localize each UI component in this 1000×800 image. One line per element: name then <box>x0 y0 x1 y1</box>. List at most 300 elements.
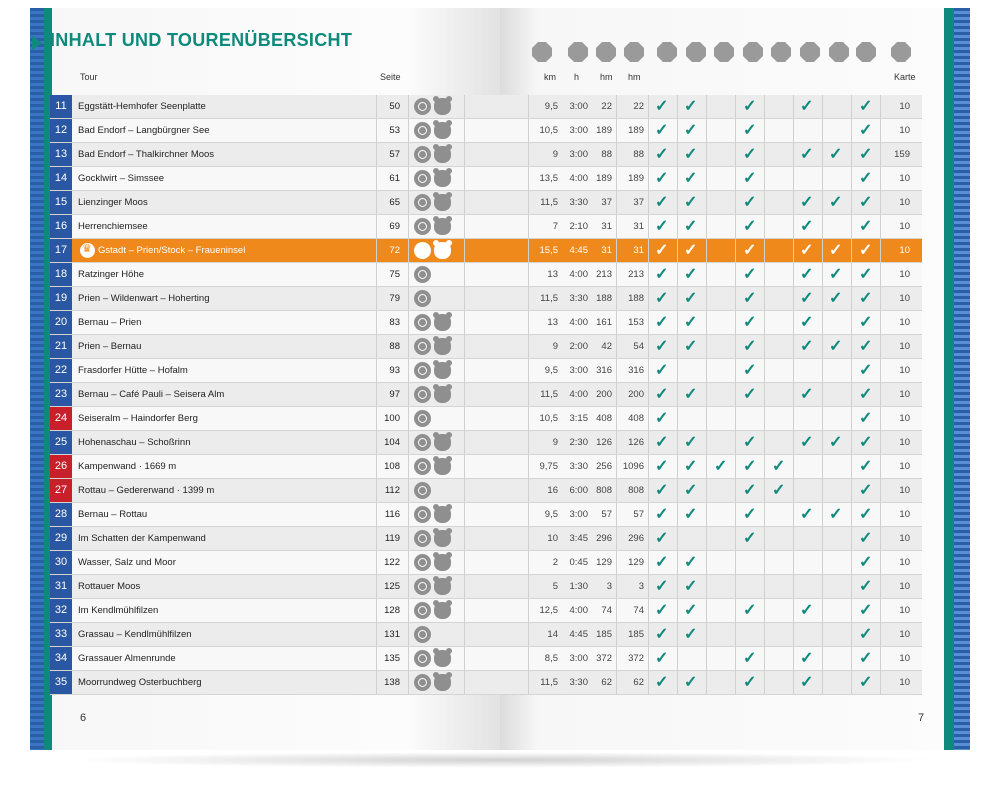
checkmark-icon: ✓ <box>684 386 698 403</box>
checkmark-icon: ✓ <box>859 338 873 355</box>
checkmark-icon: ✓ <box>684 314 698 331</box>
column-divider <box>764 167 765 190</box>
tour-name: Bad Endorf – Thalkirchner Moos <box>78 149 215 160</box>
checkmark-icon: ✓ <box>859 674 873 691</box>
column-divider <box>851 623 852 646</box>
column-divider <box>764 551 765 574</box>
column-divider <box>706 287 707 310</box>
column-divider <box>648 287 649 310</box>
page-number: 119 <box>384 533 400 544</box>
duration-hours: 3:00 <box>569 125 588 136</box>
hex-icon <box>568 42 588 62</box>
column-divider <box>735 671 736 694</box>
family-bear-icon <box>434 122 451 139</box>
column-divider <box>706 455 707 478</box>
map-number: 10 <box>899 125 910 136</box>
checkmark-icon: ✓ <box>859 602 873 619</box>
duration-hours: 4:00 <box>569 269 588 280</box>
ascent-hm: 74 <box>601 605 612 616</box>
duration-hours: 3:00 <box>569 149 588 160</box>
checkmark-icon: ✓ <box>743 146 757 163</box>
descent-hm: 54 <box>633 341 644 352</box>
column-divider <box>764 335 765 358</box>
distance-km: 14 <box>547 629 558 640</box>
circle-route-icon <box>414 554 431 571</box>
table-row[interactable] <box>50 623 922 647</box>
checkmark-icon: ✓ <box>684 506 698 523</box>
column-divider <box>735 551 736 574</box>
circle-route-icon <box>414 362 431 379</box>
descent-hm: 189 <box>628 125 644 136</box>
column-divider <box>735 167 736 190</box>
descent-hm: 57 <box>633 509 644 520</box>
ascent-hm: 189 <box>596 173 612 184</box>
column-divider <box>735 263 736 286</box>
hex-icon <box>800 42 820 62</box>
checkmark-icon: ✓ <box>684 194 698 211</box>
column-divider <box>408 215 409 238</box>
family-bear-icon <box>434 578 451 595</box>
column-divider <box>648 167 649 190</box>
tour-number: 21 <box>50 335 72 358</box>
column-divider <box>735 623 736 646</box>
checkmark-icon: ✓ <box>859 530 873 547</box>
distance-km: 2 <box>552 557 558 568</box>
checkmark-icon: ✓ <box>743 314 757 331</box>
column-divider <box>677 359 678 382</box>
tour-name: Bernau – Rottau <box>78 509 148 520</box>
checkmark-icon: ✓ <box>655 146 669 163</box>
column-divider <box>648 143 649 166</box>
column-divider <box>464 407 465 430</box>
checkmark-icon: ✓ <box>743 434 757 451</box>
checkmark-icon: ✓ <box>684 218 698 235</box>
family-bear-icon <box>434 362 451 379</box>
tour-number: 14 <box>50 167 72 190</box>
descent-hm: 37 <box>633 197 644 208</box>
ascent-hm: 372 <box>596 653 612 664</box>
circle-route-icon <box>414 386 431 403</box>
duration-hours: 3:30 <box>569 677 588 688</box>
column-divider <box>706 647 707 670</box>
column-divider <box>735 407 736 430</box>
circle-route-icon <box>414 626 431 643</box>
family-bear-icon <box>434 338 451 355</box>
checkmark-icon: ✓ <box>655 626 669 643</box>
column-divider <box>764 503 765 526</box>
ascent-hm: 126 <box>596 437 612 448</box>
distance-km: 10 <box>547 533 558 544</box>
header-seite: Seite <box>380 72 401 82</box>
checkmark-icon: ✓ <box>859 290 873 307</box>
tour-number: 28 <box>50 503 72 526</box>
table-row[interactable] <box>50 191 922 215</box>
checkmark-icon: ✓ <box>800 146 814 163</box>
header-h: h <box>574 72 580 82</box>
checkmark-icon: ✓ <box>684 482 698 499</box>
family-bear-icon <box>434 434 451 451</box>
table-row[interactable] <box>50 335 922 359</box>
tour-name: Moorrundweg Osterbuchberg <box>78 677 202 688</box>
column-divider <box>408 647 409 670</box>
column-divider <box>851 431 852 454</box>
checkmark-icon: ✓ <box>743 242 757 259</box>
column-divider <box>677 431 678 454</box>
table-row[interactable] <box>50 359 922 383</box>
column-divider <box>706 671 707 694</box>
table-row[interactable] <box>50 263 922 287</box>
duration-hours: 2:30 <box>569 437 588 448</box>
column-divider <box>408 455 409 478</box>
column-divider <box>764 455 765 478</box>
checkmark-icon: ✓ <box>859 458 873 475</box>
column-divider <box>464 335 465 358</box>
checkmark-icon: ✓ <box>684 242 698 259</box>
column-divider <box>408 263 409 286</box>
column-divider <box>408 311 409 334</box>
hex-icon <box>624 42 644 62</box>
checkmark-icon: ✓ <box>743 266 757 283</box>
column-divider <box>464 551 465 574</box>
column-divider <box>735 143 736 166</box>
column-divider <box>464 359 465 382</box>
family-bear-icon <box>434 530 451 547</box>
column-divider <box>677 503 678 526</box>
column-divider <box>851 359 852 382</box>
column-divider <box>706 95 707 118</box>
table-row[interactable] <box>50 119 922 143</box>
page-number: 128 <box>384 605 400 616</box>
duration-hours: 3:30 <box>569 461 588 472</box>
ascent-hm: 256 <box>596 461 612 472</box>
column-divider <box>706 191 707 214</box>
descent-hm: 3 <box>638 581 644 592</box>
column-divider <box>408 575 409 598</box>
column-divider <box>648 599 649 622</box>
column-divider <box>408 119 409 142</box>
column-divider <box>764 671 765 694</box>
table-row[interactable] <box>50 551 922 575</box>
column-divider <box>822 599 823 622</box>
column-divider <box>648 671 649 694</box>
table-row[interactable] <box>50 167 922 191</box>
tour-name: Herrenchiemsee <box>78 221 148 232</box>
column-divider <box>408 479 409 502</box>
circle-route-icon <box>414 146 431 163</box>
column-divider <box>648 551 649 574</box>
page-number: 79 <box>389 293 400 304</box>
checkmark-icon: ✓ <box>743 194 757 211</box>
ascent-hm: 189 <box>596 125 612 136</box>
tour-name: Prien – Bernau <box>78 341 142 352</box>
column-divider <box>408 239 409 262</box>
column-divider <box>464 167 465 190</box>
table-row[interactable] <box>50 575 922 599</box>
column-divider <box>706 263 707 286</box>
table-row[interactable] <box>50 431 922 455</box>
column-divider <box>677 191 678 214</box>
tour-name: Rottauer Moos <box>78 581 141 592</box>
ascent-hm: 296 <box>596 533 612 544</box>
table-row[interactable] <box>50 647 922 671</box>
map-number: 10 <box>899 437 910 448</box>
duration-hours: 4:45 <box>569 629 588 640</box>
column-divider <box>851 167 852 190</box>
column-divider <box>793 551 794 574</box>
table-row[interactable] <box>50 479 922 503</box>
table-row[interactable] <box>50 671 922 695</box>
checkmark-icon: ✓ <box>829 506 843 523</box>
tour-name: Im Schatten der Kampenwand <box>78 533 206 544</box>
descent-hm: 808 <box>628 485 644 496</box>
checkmark-icon: ✓ <box>743 458 757 475</box>
column-divider <box>822 383 823 406</box>
descent-hm: 88 <box>633 149 644 160</box>
table-row[interactable] <box>50 503 922 527</box>
page-number: 97 <box>389 389 400 400</box>
column-divider <box>851 527 852 550</box>
checkmark-icon: ✓ <box>655 650 669 667</box>
checkmark-icon: ✓ <box>655 554 669 571</box>
column-divider <box>677 167 678 190</box>
checkmark-icon: ✓ <box>684 122 698 139</box>
column-divider <box>706 551 707 574</box>
family-bear-icon <box>434 218 451 235</box>
checkmark-icon: ✓ <box>684 674 698 691</box>
checkmark-icon: ✓ <box>829 242 843 259</box>
family-bear-icon <box>434 458 451 475</box>
tour-name: Gocklwirt – Simssee <box>78 173 165 184</box>
ascent-hm: 129 <box>596 557 612 568</box>
hex-icon <box>596 42 616 62</box>
table-row[interactable] <box>50 215 922 239</box>
duration-hours: 3:00 <box>569 509 588 520</box>
duration-hours: 3:00 <box>569 653 588 664</box>
checkmark-icon: ✓ <box>859 434 873 451</box>
column-divider <box>735 191 736 214</box>
column-divider <box>793 359 794 382</box>
page-number: 131 <box>384 629 400 640</box>
ascent-hm: 808 <box>596 485 612 496</box>
checkmark-icon: ✓ <box>800 650 814 667</box>
column-divider <box>793 479 794 502</box>
page-number: 122 <box>384 557 400 568</box>
descent-hm: 213 <box>628 269 644 280</box>
descent-hm: 22 <box>633 101 644 112</box>
column-divider <box>648 215 649 238</box>
table-row[interactable] <box>50 311 922 335</box>
duration-hours: 3:00 <box>569 365 588 376</box>
descent-hm: 126 <box>628 437 644 448</box>
duration-hours: 0:45 <box>569 557 588 568</box>
column-divider <box>706 383 707 406</box>
column-divider <box>464 191 465 214</box>
circle-route-icon <box>414 290 431 307</box>
header-hm-up: hm <box>600 72 613 82</box>
checkmark-icon: ✓ <box>800 674 814 691</box>
map-number: 10 <box>899 197 910 208</box>
column-divider <box>793 263 794 286</box>
checkmark-icon: ✓ <box>859 194 873 211</box>
page-number: 112 <box>384 485 400 496</box>
column-divider <box>735 335 736 358</box>
map-number: 10 <box>899 245 910 256</box>
column-divider <box>764 359 765 382</box>
checkmark-icon: ✓ <box>655 362 669 379</box>
distance-km: 15,5 <box>539 245 558 256</box>
table-row[interactable] <box>50 527 922 551</box>
checkmark-icon: ✓ <box>743 650 757 667</box>
checkmark-icon: ✓ <box>859 362 873 379</box>
checkmark-icon: ✓ <box>684 98 698 115</box>
tour-name: Wasser, Salz und Moor <box>78 557 176 568</box>
duration-hours: 3:15 <box>569 413 588 424</box>
column-divider <box>706 335 707 358</box>
column-divider <box>464 671 465 694</box>
ascent-hm: 31 <box>601 221 612 232</box>
tour-number: 24 <box>50 407 72 430</box>
column-divider <box>793 527 794 550</box>
column-divider <box>851 455 852 478</box>
checkmark-icon: ✓ <box>684 602 698 619</box>
checkmark-icon: ✓ <box>743 338 757 355</box>
descent-hm: 316 <box>628 365 644 376</box>
ascent-hm: 408 <box>596 413 612 424</box>
column-divider <box>793 335 794 358</box>
header-tour: Tour <box>80 72 98 82</box>
column-divider <box>464 215 465 238</box>
column-divider <box>764 383 765 406</box>
column-divider <box>851 503 852 526</box>
column-divider <box>822 503 823 526</box>
table-row[interactable] <box>50 143 922 167</box>
column-divider <box>677 215 678 238</box>
column-divider <box>706 167 707 190</box>
table-row[interactable] <box>50 239 922 263</box>
distance-km: 11,5 <box>540 197 558 208</box>
page-number-left: 6 <box>80 712 87 724</box>
page-number: 83 <box>389 317 400 328</box>
family-bear-icon <box>434 98 451 115</box>
duration-hours: 4:00 <box>569 389 588 400</box>
column-divider <box>735 311 736 334</box>
table-row[interactable] <box>50 383 922 407</box>
checkmark-icon: ✓ <box>684 578 698 595</box>
header-hm-down: hm <box>628 72 641 82</box>
column-divider <box>706 431 707 454</box>
column-divider <box>822 95 823 118</box>
column-divider <box>408 167 409 190</box>
column-divider <box>464 479 465 502</box>
column-divider <box>822 431 823 454</box>
column-divider <box>764 527 765 550</box>
checkmark-icon: ✓ <box>800 338 814 355</box>
checkmark-icon: ✓ <box>800 434 814 451</box>
table-row[interactable] <box>50 407 922 431</box>
column-divider <box>764 407 765 430</box>
table-row[interactable] <box>50 455 922 479</box>
distance-km: 13,5 <box>539 173 558 184</box>
column-divider <box>793 215 794 238</box>
map-number: 10 <box>899 605 910 616</box>
descent-hm: 31 <box>633 245 644 256</box>
category-icon-row <box>532 42 922 62</box>
distance-km: 11,5 <box>540 389 558 400</box>
column-divider <box>677 575 678 598</box>
column-divider <box>464 287 465 310</box>
column-divider <box>464 119 465 142</box>
map-number: 10 <box>899 365 910 376</box>
checkmark-icon: ✓ <box>655 122 669 139</box>
column-divider <box>408 551 409 574</box>
circle-route-icon <box>414 338 431 355</box>
checkmark-icon: ✓ <box>743 362 757 379</box>
checkmark-icon: ✓ <box>743 386 757 403</box>
teal-margin-strip-right <box>944 8 954 750</box>
family-bear-icon <box>434 650 451 667</box>
family-bear-icon <box>434 554 451 571</box>
column-divider <box>408 503 409 526</box>
checkmark-icon: ✓ <box>743 506 757 523</box>
column-divider <box>851 599 852 622</box>
ascent-hm: 316 <box>596 365 612 376</box>
header-karte: Karte <box>894 72 916 82</box>
column-divider <box>735 215 736 238</box>
duration-hours: 3:45 <box>569 533 588 544</box>
family-bear-icon <box>434 386 451 403</box>
tour-number: 15 <box>50 191 72 214</box>
table-row[interactable] <box>50 287 922 311</box>
family-bear-icon <box>434 170 451 187</box>
checkmark-icon: ✓ <box>684 290 698 307</box>
table-row[interactable] <box>50 599 922 623</box>
column-divider <box>648 431 649 454</box>
column-divider <box>706 527 707 550</box>
column-divider <box>851 191 852 214</box>
checkmark-icon: ✓ <box>655 578 669 595</box>
column-divider <box>706 575 707 598</box>
checkmark-icon: ✓ <box>859 122 873 139</box>
checkmark-icon: ✓ <box>684 170 698 187</box>
column-divider <box>822 239 823 262</box>
family-bear-icon <box>434 194 451 211</box>
map-number: 10 <box>899 389 910 400</box>
checkmark-icon: ✓ <box>859 218 873 235</box>
table-row[interactable] <box>50 95 922 119</box>
ascent-hm: 62 <box>601 677 612 688</box>
column-divider <box>408 359 409 382</box>
column-divider <box>764 599 765 622</box>
checkmark-icon: ✓ <box>859 410 873 427</box>
column-divider <box>735 95 736 118</box>
family-bear-icon <box>434 506 451 523</box>
column-divider <box>735 455 736 478</box>
column-divider <box>735 647 736 670</box>
column-divider <box>793 119 794 142</box>
ascent-hm: 88 <box>601 149 612 160</box>
column-divider <box>793 311 794 334</box>
column-divider <box>677 455 678 478</box>
tour-number: 20 <box>50 311 72 334</box>
distance-km: 9,75 <box>539 461 558 472</box>
checkmark-icon: ✓ <box>743 122 757 139</box>
circle-route-icon <box>414 218 431 235</box>
checkmark-icon: ✓ <box>859 650 873 667</box>
column-divider <box>851 551 852 574</box>
column-divider <box>464 503 465 526</box>
column-divider <box>408 623 409 646</box>
circle-route-icon <box>414 674 431 691</box>
